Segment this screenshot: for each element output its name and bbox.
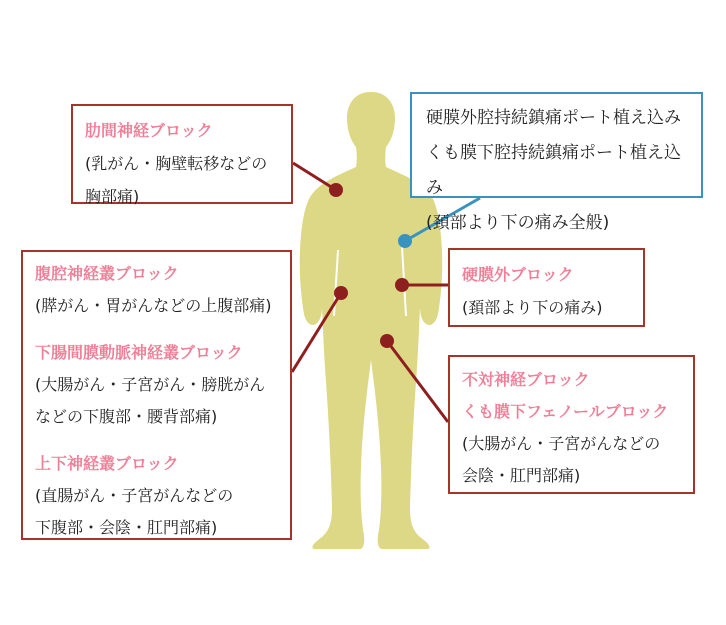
block-title-line: くも膜下腔持続鎮痛ポート植え込み — [426, 143, 681, 198]
block-title: 下腸間膜動脈神経叢ブロック — [35, 343, 243, 362]
leader-intercostal — [293, 163, 336, 190]
block-indication: 下腹部・会陰・肛門部痛) — [35, 518, 218, 537]
block-title-line: 硬膜外腔持続鎮痛ポート植え込み — [426, 108, 681, 128]
block-entry-inferior-mesenteric — [35, 337, 278, 433]
block-indication: (直腸がん・子宮がんなどの — [35, 486, 234, 505]
block-indication: (膵がん・胃がんなどの上腹部痛) — [35, 296, 272, 315]
block-entry-celiac — [35, 258, 278, 322]
block-indication: 胸部痛) — [85, 187, 140, 206]
block-entry-superior-hypogastric — [35, 448, 278, 544]
block-indication: (乳がん・胸壁転移などの — [85, 154, 268, 173]
block-indication: 会陰・肛門部痛) — [462, 466, 581, 485]
block-title: 腹腔神経叢ブロック — [35, 264, 179, 283]
block-title: 硬膜外ブロック — [462, 265, 574, 284]
label-box-port-implant — [410, 92, 703, 233]
block-indication: (大腸がん・子宮がんなどの — [462, 434, 661, 453]
site-dot-epidural — [395, 278, 409, 292]
block-title: 不対神経ブロック — [462, 370, 590, 389]
block-indication: (頚部より下の痛み) — [462, 298, 603, 317]
block-indication: (大腸がん・子宮がん・膀胱がん — [35, 375, 266, 394]
block-indication: などの下腹部・腰背部痛) — [35, 407, 218, 426]
label-box-intercostal — [71, 104, 293, 204]
label-box-left-group — [21, 250, 292, 540]
site-dot-abdomen — [334, 286, 348, 300]
label-box-ganglion-impar — [448, 355, 695, 494]
label-box-epidural — [448, 248, 645, 327]
block-title: 肋間神経ブロック — [85, 121, 213, 140]
site-dot-chest — [329, 183, 343, 197]
block-title: 上下神経叢ブロック — [35, 454, 179, 473]
site-dot-pelvis — [380, 334, 394, 348]
block-indication: (頚部より下の痛み全般) — [426, 213, 610, 233]
block-title: くも膜下フェノールブロック — [462, 402, 669, 421]
site-dot-spine-port — [398, 234, 412, 248]
